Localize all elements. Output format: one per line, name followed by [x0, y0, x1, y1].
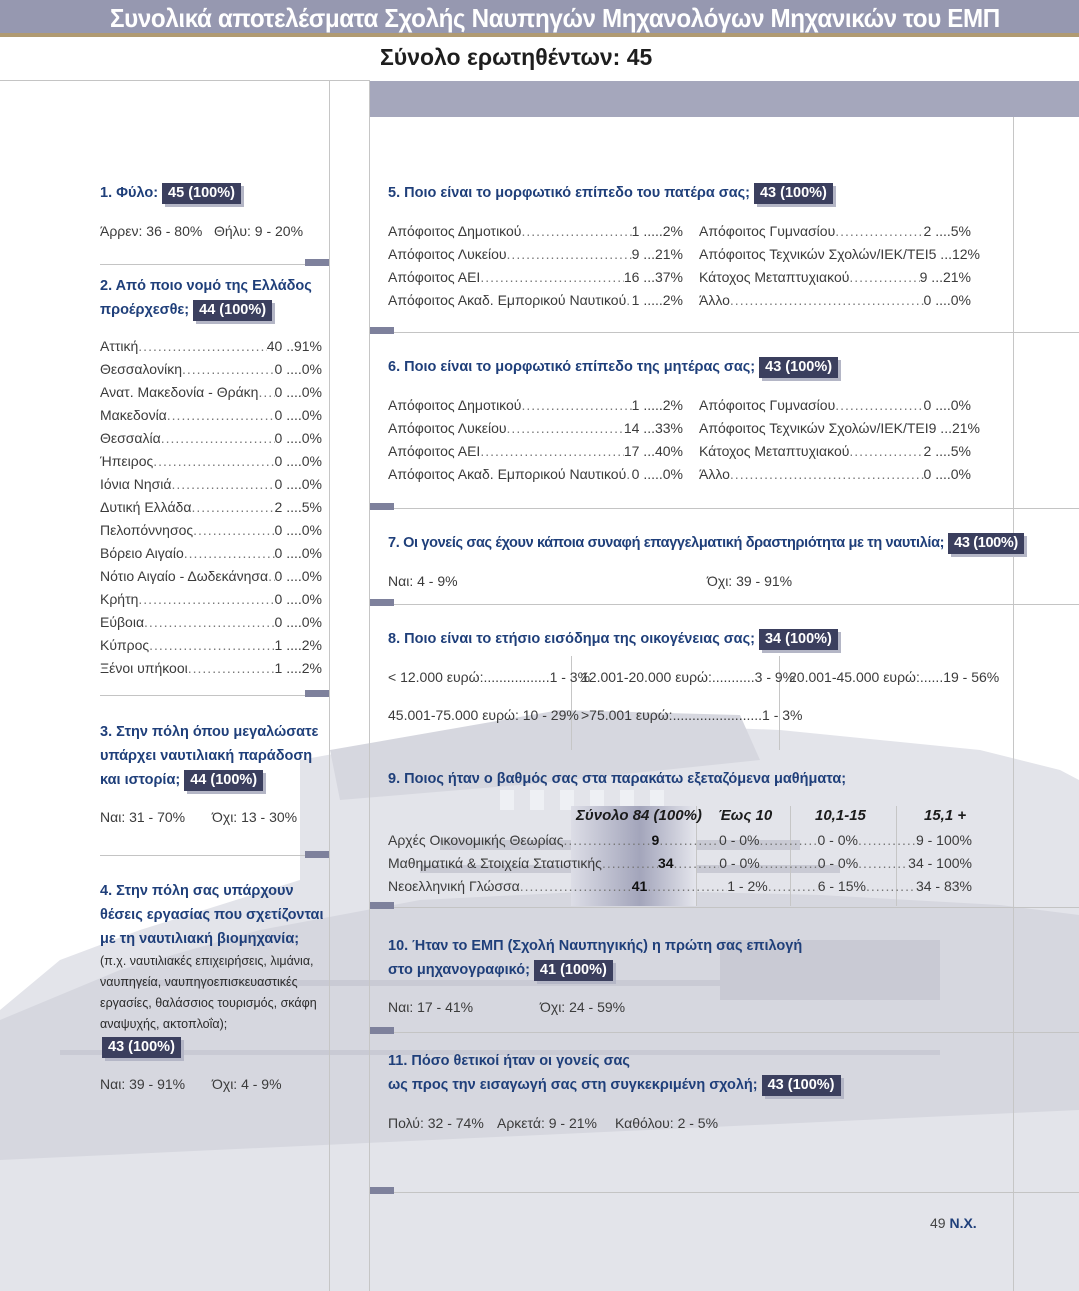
question-title: 3. Στην πόλη όπου μεγαλώσατε	[100, 724, 319, 740]
question-title: υπάρχει ναυτιλιακή παράδοση	[100, 748, 313, 764]
question-title: 5. Ποιο είναι το μορφωτικό επίπεδο του πατέρα σας;	[388, 185, 750, 201]
list-item: Νότιο Αιγαίο - Δωδεκάνησα ..... 0 ....0%	[100, 565, 322, 588]
question-title: 1. Φύλο:	[100, 185, 159, 201]
list-item: Απόφοιτος ΑΕΙ ..... 16 ...37%	[388, 266, 683, 289]
page-number-value: 49	[930, 1215, 946, 1231]
section-tick	[370, 503, 394, 510]
total-badge: 43 (100%)	[754, 183, 833, 204]
question-3	[100, 720, 318, 792]
income-cell: 20.001-45.000 ευρώ:......19 - 56%	[789, 669, 1000, 685]
list-item: Εύβοια ..... 0 ....0%	[100, 611, 322, 634]
region-list	[100, 335, 322, 680]
list-item: Απόφοιτος Δημοτικού ..... 1 .....2%	[388, 394, 683, 417]
divider	[369, 332, 1079, 333]
page-title: Συνολικά αποτελέσματα Σχολής Ναυπηγών Μηχανολόγων Μηχανικών του ΕΜΠ	[110, 3, 1000, 33]
section-tick	[305, 259, 329, 266]
question-1	[100, 181, 241, 205]
question-title: 11. Πόσο θετικοί ήταν οι γονείς σας	[388, 1053, 630, 1069]
divider	[100, 264, 329, 265]
list-item: Κύπρος ..... 1 ....2%	[100, 634, 322, 657]
divider	[0, 80, 369, 81]
divider	[369, 508, 1079, 509]
answer-text: Πολύ: 32 - 74%	[388, 1115, 484, 1131]
divider	[369, 907, 1079, 908]
list-item: Απόφοιτος Γυμνασίου ..... 2 ....5%	[699, 220, 971, 243]
question-9	[388, 767, 846, 791]
list-item: Απόφοιτος Λυκείου ..... 14 ...33%	[388, 417, 683, 440]
list-item: Απόφοιτος Λυκείου ..... 9 ...21%	[388, 243, 683, 266]
section-tick	[370, 327, 394, 334]
question-8	[388, 627, 838, 651]
answer-text: Όχι: 24 - 59%	[540, 999, 626, 1015]
section-tick	[305, 851, 329, 858]
list-item: Απόφοιτος Ακαδ. Εμπορικού Ναυτικού ..... 0 .....0%	[388, 463, 683, 486]
column-divider	[1013, 117, 1014, 1291]
income-cell: 45.001-75.000 ευρώ: 10 - 29%	[388, 707, 579, 723]
list-item: Δυτική Ελλάδα ..... 2 ....5%	[100, 496, 322, 519]
section-tick	[370, 1027, 394, 1034]
question-title: 8. Ποιο είναι το ετήσιο εισόδημα της οικογένειας σας;	[388, 631, 755, 647]
list-item: Ιόνια Νησιά ..... 0 ....0%	[100, 473, 322, 496]
question-title: ως προς την εισαγωγή σας στη συγκεκριμένη σχολή;	[388, 1077, 758, 1093]
table-row: Αρχές Οικονομικής Θεωρίας ..... 9 ..... 0 - 0% ..... 0 - 0% ..... 9 - 100%	[388, 829, 972, 852]
answer-text: Όχι: 13 - 30%	[212, 809, 298, 825]
list-item: Απόφοιτος Τεχνικών Σχολών/ΙΕΚ/ΤΕΙ 5 ...12%	[699, 246, 980, 262]
list-item: Απόφοιτος Ακαδ. Εμπορικού Ναυτικού ..... 1 .....2%	[388, 289, 683, 312]
list-item: Μακεδονία ..... 0 ....0%	[100, 404, 322, 427]
total-badge: 45 (100%)	[162, 183, 241, 204]
question-2	[100, 274, 312, 322]
total-badge: 43 (100%)	[759, 357, 838, 378]
column-divider	[329, 80, 330, 1291]
list-item: Απόφοιτος Τεχνικών Σχολών/ΙΕΚ/ΤΕΙ 9 ...21%	[699, 420, 980, 436]
list-item: Ανατ. Μακεδονία - Θράκη ..... 0 ....0%	[100, 381, 322, 404]
question-title: θέσεις εργασίας που σχετίζονται	[100, 907, 324, 923]
answer-text: Καθόλου: 2 - 5%	[615, 1115, 719, 1131]
column-divider	[369, 80, 370, 1291]
respondents-total: Σύνολο ερωτηθέντων: 45	[380, 44, 653, 70]
list-item: Κρήτη ..... 0 ....0%	[100, 588, 322, 611]
table-header: 15,1 +	[924, 807, 967, 824]
list-item: Απόφοιτος Δημοτικού ..... 1 .....2%	[388, 220, 683, 243]
question-4	[100, 879, 324, 1059]
question-title: 7. Οι γονείς σας έχουν κάποια συναφή επαγγελματική δραστηριότητα με τη ναυτιλία;	[388, 535, 945, 551]
section-tick	[305, 690, 329, 697]
question-note: ναυπηγεία, ναυπηγοεπισκευαστικές	[100, 975, 298, 989]
income-cell: < 12.000 ευρώ:.................1 - 3%	[388, 669, 591, 685]
table-row: Νεοελληνική Γλώσσα ..... 41 ..... 1 - 2% ..... 6 - 15% ..... 34 - 83%	[388, 875, 972, 898]
question-title: και ιστορία;	[100, 772, 181, 788]
header-shade-band	[369, 81, 1079, 117]
question-6	[388, 355, 838, 379]
total-badge: 41 (100%)	[534, 960, 613, 981]
question-title: 4. Στην πόλη σας υπάρχουν	[100, 883, 294, 899]
question-note: εργασίες, θαλάσσιος τουρισμός, σκάφη	[100, 996, 317, 1010]
question-note: αναψυχής, ακτοπλοΐα);	[100, 1017, 228, 1031]
question-title: στο μηχανογραφικό;	[388, 962, 530, 978]
list-item: Θεσσαλονίκη ..... 0 ....0%	[100, 358, 322, 381]
question-5	[388, 181, 833, 205]
answer-text: Θήλυ: 9 - 20%	[214, 223, 304, 239]
table-header: Σύνολο 84 (100%)	[576, 807, 702, 824]
question-title: 2. Από ποιο νομό της Ελλάδος	[100, 278, 312, 294]
table-row: Μαθηματικά & Στοιχεία Στατιστικής ..... 34 ..... 0 - 0% ..... 0 - 0% ..... 34 - 100%	[388, 852, 972, 875]
page-number	[930, 1215, 977, 1231]
table-header: Έως 10	[718, 807, 773, 824]
list-item: Βόρειο Αιγαίο ..... 0 ....0%	[100, 542, 322, 565]
mother-education-list-right	[699, 394, 980, 486]
answer-text: Άρρεν: 36 - 80%	[100, 223, 203, 239]
question-title: 6. Ποιο είναι το μορφωτικό επίπεδο της μητέρας σας;	[388, 359, 756, 375]
list-item: Απόφοιτος Γυμνασίου ..... 0 ....0%	[699, 394, 971, 417]
list-item: Κάτοχος Μεταπτυχιακού ..... 9 ...21%	[699, 266, 971, 289]
father-education-list-right	[699, 220, 980, 312]
section-tick	[370, 902, 394, 909]
total-badge: 34 (100%)	[759, 629, 838, 650]
question-10	[388, 934, 802, 982]
answer-text: Όχι: 4 - 9%	[212, 1076, 282, 1092]
divider	[369, 1032, 1079, 1033]
divider	[369, 1192, 1079, 1193]
list-item: Ήπειρος ..... 0 ....0%	[100, 450, 322, 473]
divider	[100, 695, 329, 696]
answer-text: Ναι: 31 - 70%	[100, 809, 186, 825]
question-title: 9. Ποιος ήταν ο βαθμός σας στα παρακάτω εξεταζόμενα μαθήματα;	[388, 771, 847, 787]
section-tick	[370, 1187, 394, 1194]
question-11	[388, 1049, 841, 1097]
total-badge: 43 (100%)	[762, 1075, 841, 1096]
answer-text: Ναι: 39 - 91%	[100, 1076, 186, 1092]
list-item: Θεσσαλία ..... 0 ....0%	[100, 427, 322, 450]
total-badge: 43 (100%)	[102, 1037, 181, 1058]
title-bar	[0, 0, 1079, 37]
question-title: 10. Ήταν το ΕΜΠ (Σχολή Ναυπηγικής) η πρώτη σας επιλογή	[388, 938, 803, 954]
father-education-list-left	[388, 220, 683, 312]
list-item: Άλλο ..... 0 ....0%	[699, 289, 971, 312]
grades-table	[388, 829, 972, 898]
answer-text: Ναι: 17 - 41%	[388, 999, 474, 1015]
publication-mark: Ν.Χ.	[949, 1215, 977, 1231]
list-item: Κάτοχος Μεταπτυχιακού ..... 2 ....5%	[699, 440, 971, 463]
list-item: Ξένοι υπήκοοι ..... 1 ....2%	[100, 657, 322, 680]
answer-text: Ναι: 4 - 9%	[388, 573, 458, 589]
income-cell: >75.001 ευρώ:.......................1 - 3%	[581, 707, 803, 723]
list-item: Απόφοιτος ΑΕΙ ..... 17 ...40%	[388, 440, 683, 463]
table-header: 10,1-15	[815, 807, 866, 824]
answer-text: Αρκετά: 9 - 21%	[497, 1115, 597, 1131]
divider	[100, 855, 329, 856]
question-note: (π.χ. ναυτιλιακές επιχειρήσεις, λιμάνια,	[100, 954, 314, 968]
list-item: Πελοπόννησος ..... 0 ....0%	[100, 519, 322, 542]
answer-text: Όχι: 39 - 91%	[707, 573, 793, 589]
total-badge: 44 (100%)	[193, 300, 272, 321]
section-tick	[370, 599, 394, 606]
divider	[369, 604, 1079, 605]
income-cell: 12.001-20.000 ευρώ:...........3 - 9%	[581, 669, 796, 685]
list-item: Αττική ..... 40 ..91%	[100, 335, 322, 358]
question-7	[388, 531, 1024, 555]
total-badge: 44 (100%)	[184, 770, 263, 791]
mother-education-list-left	[388, 394, 683, 486]
question-title: προέρχεσθε;	[100, 302, 190, 318]
total-badge: 43 (100%)	[948, 533, 1024, 554]
question-title: με τη ναυτιλιακή βιομηχανία;	[100, 931, 300, 947]
list-item: Άλλο ..... 0 ....0%	[699, 463, 971, 486]
